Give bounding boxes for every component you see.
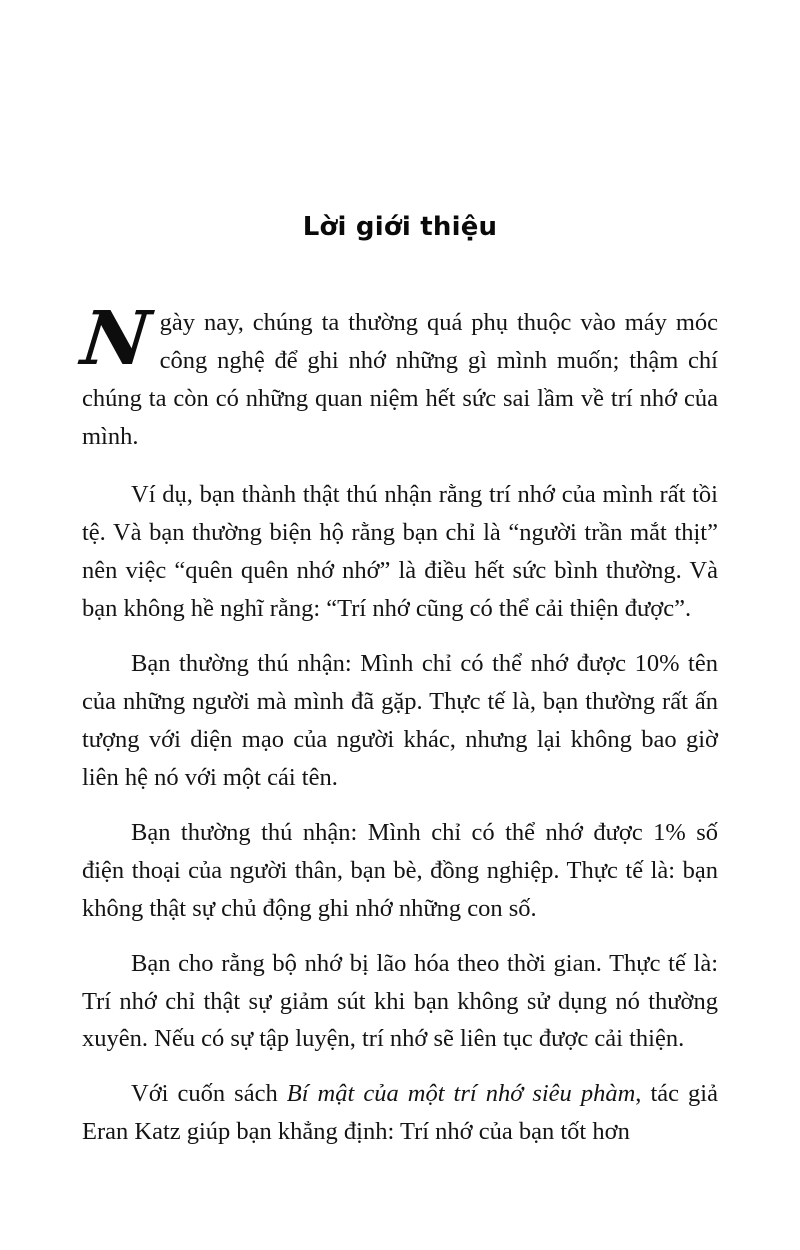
paragraph-intro: [77, 296, 718, 456]
paragraph-2: Ví dụ, bạn thành thật thú nhận rằng trí nhớ của mình rất tồi tệ. Và bạn thường biện hộ rằng bạn chỉ là “người trần mắt thịt” nên việc “quên quên nhớ nhớ” là điều hết sức bình thường. Và bạn không hề nghĩ rằng: “Trí nhớ cũng có thể cải thiện được”.: [82, 480, 718, 622]
page-content: [77, 212, 718, 1168]
paragraph-6-tail: giúp bạn khẳng định: Trí nhớ của bạn tốt hơn: [180, 1118, 630, 1146]
paragraph-5: Bạn cho rằng bộ nhớ bị lão hóa theo thời gian. Thực tế là: Trí nhớ chỉ thật sự giảm sút khi bạn không sử dụng nó thường xuyên. Nếu có sự tập luyện, trí nhớ sẽ liên tục được cải thiện.: [82, 949, 718, 1053]
page-title: Lời giới thiệu: [302, 212, 498, 242]
paragraph-6: [82, 1075, 718, 1151]
paragraph-6-after-title: , tác giả: [635, 1080, 718, 1108]
paragraph-3: Bạn thường thú nhận: Mình chỉ có thể nhớ được 10% tên của những người mà mình đã gặp. Thực tế là, bạn thường rất ấn tượng với diện mạo của người khác, nhưng lại không bao giờ liên hệ nó với một cái tên.: [82, 649, 718, 791]
drop-cap-letter: N: [77, 296, 155, 382]
paragraph-6-lead: Với cuốn sách: [131, 1080, 287, 1108]
book-title: Bí mật của một trí nhớ siêu phàm: [286, 1080, 636, 1108]
paragraph-4: Bạn thường thú nhận: Mình chỉ có thể nhớ được 1% số điện thoại của người thân, bạn bè, đồng nghiệp. Thực tế là: bạn không thật sự chủ động ghi nhớ những con số.: [82, 818, 718, 922]
paragraph-text: gày nay, chúng ta thường quá phụ thuộc vào máy móc công nghệ để ghi nhớ những gì mình muốn; thậm chí chúng ta còn có những quan niệm hết sức sai lầm về trí nhớ của mình.: [82, 309, 718, 450]
author-name: Eran Katz: [82, 1118, 181, 1146]
